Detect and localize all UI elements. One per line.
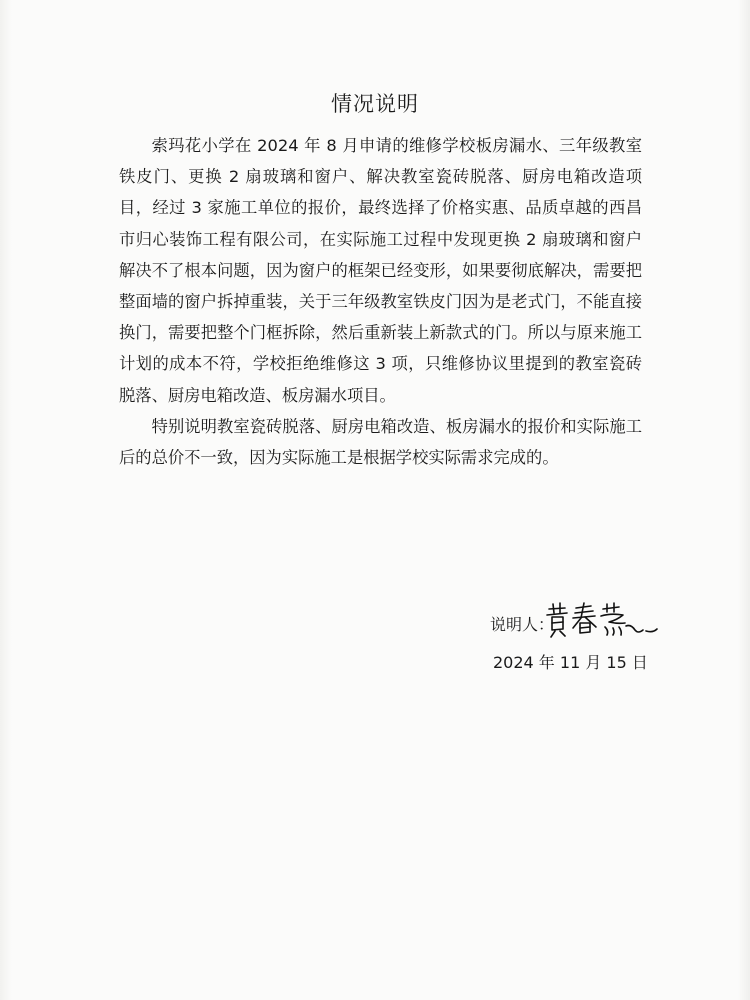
signature-block	[485, 600, 685, 640]
document-body	[119, 130, 642, 473]
paragraph-1: 索玛花小学在 2024 年 8 月申请的维修学校板房漏水、三年级教室铁皮门、更换 2 扇玻璃和窗户、解决教室瓷砖脱落、厨房电箱改造项目，经过 3 家施工单位的报价，最终选择了价格实惠、品质卓越的西昌市归心装饰工程有限公司，在实际施工过程中发现更换 2 扇玻璃和窗户解决不了根本问题，因为窗户的框架已经变形，如果要彻底解决，需要把整面墙的窗户拆掉重装，关于三年级教室铁皮门因为是老式门，不能直接换门，需要把整个门框拆除，然后重新装上新款式的门。所以与原来施工计划的成本不符，学校拒绝维修这 3 项，只维修协议里提到的教室瓷砖脱落、厨房电箱改造、板房漏水项目。	[119, 136, 642, 405]
document-date: 2024 年 11 月 15 日	[493, 653, 648, 672]
signature-label: 说明人：	[490, 615, 555, 634]
handwritten-signature	[543, 600, 668, 640]
document-title: 情况说明	[331, 92, 419, 116]
paragraph-2: 特别说明教室瓷砖脱落、厨房电箱改造、板房漏水的报价和实际施工后的总价不一致，因为实际施工是根据学校实际需求完成的。	[119, 416, 642, 468]
